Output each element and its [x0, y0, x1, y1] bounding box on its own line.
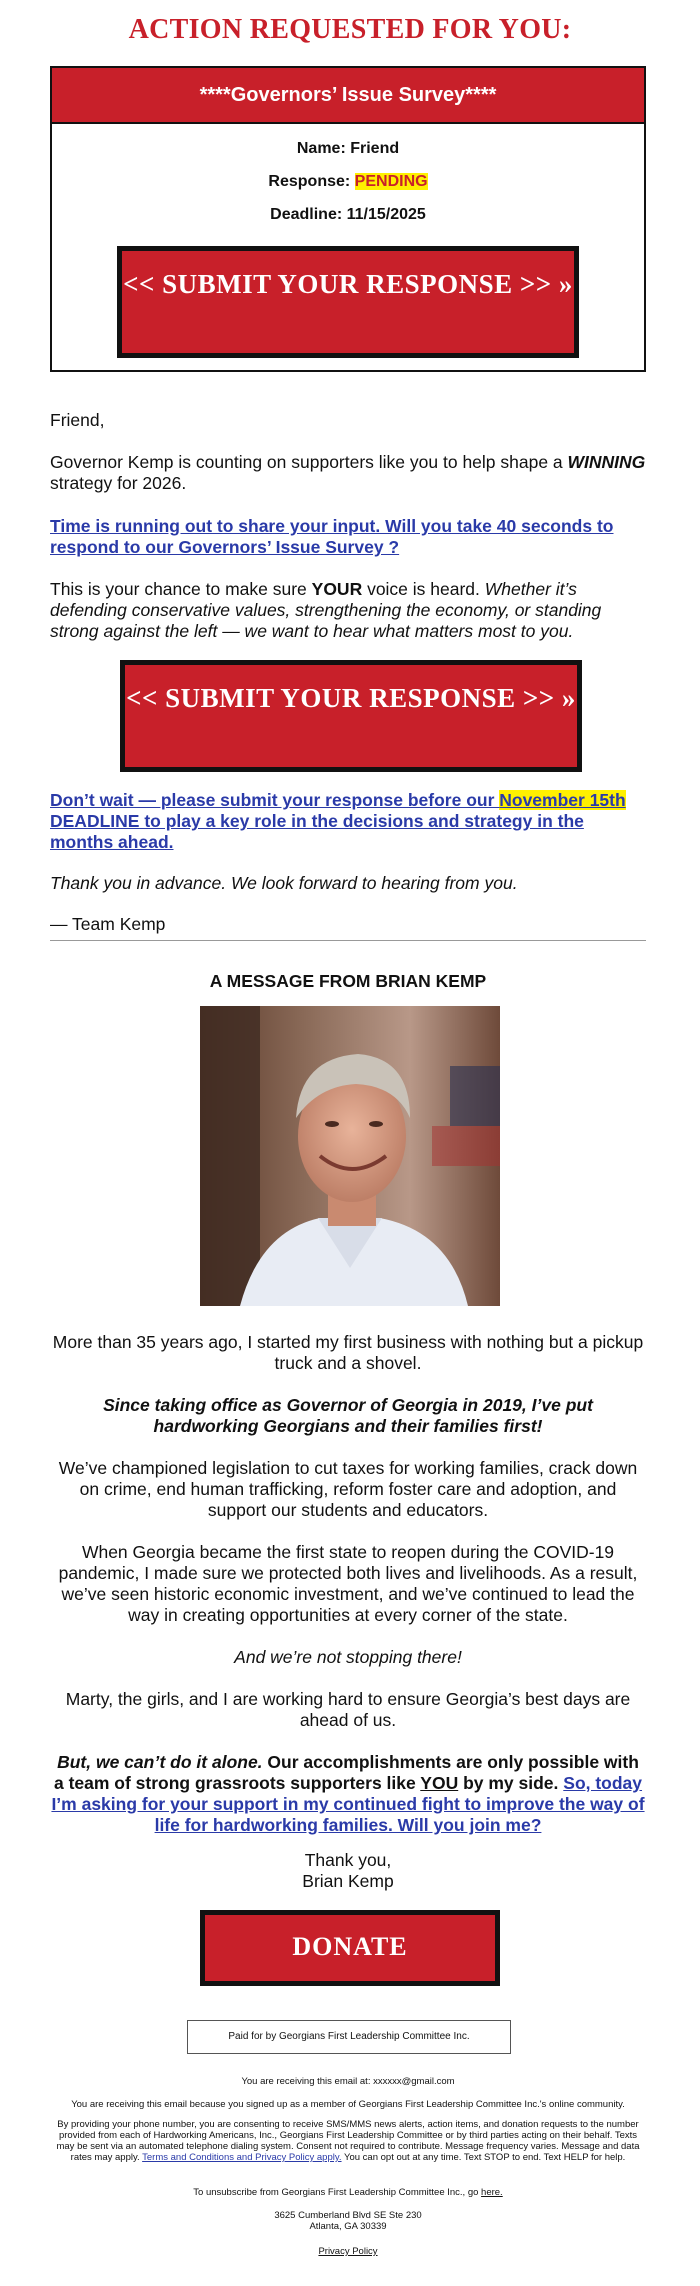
action-headline: ACTION REQUESTED FOR YOU: — [128, 14, 572, 45]
survey-title: ****Governors’ Issue Survey**** — [52, 68, 644, 124]
survey-name-row: Name: Friend — [296, 140, 400, 157]
closing-thanks: Thank you, — [304, 1850, 392, 1870]
support-link[interactable]: So, today I’m asking for your support in my continued fight to improve the way of life for hardworking families. Will you join me? — [51, 1773, 645, 1835]
message-paragraph-1: More than 35 years ago, I started my first business with nothing but a pickup truck and a shovel. — [52, 1332, 644, 1373]
address-line-2: Atlanta, GA 30339 — [309, 2221, 387, 2232]
sms-consent: By providing your phone number, you are consenting to receive SMS/MMS news alerts, action items, and donation requests to the number provided from each of Hardworking Americans, Inc., Georgians First Leadership Committee or by third parties acting on their behalf. Texts may be sent via an automated telephone dialing system. Consent not required to contribute. Message frequency varies. Message and data rates may apply. Terms and Conditions and Privacy Policy apply. You can opt out at any time. Text STOP to end. Text HELP for help. — [56, 2119, 640, 2163]
unsubscribe-line: To unsubscribe from Georgians First Leadership Committee Inc., go here. — [193, 2187, 503, 2198]
letter-paragraph-2: This is your chance to make sure YOUR voice is heard. Whether it’s defending conservative values, strengthening the economy, or standing strong against the left — we want to hear what matters most to you. — [50, 579, 602, 641]
survey-status-badge: PENDING — [354, 173, 428, 190]
donate-button[interactable]: DONATE — [200, 1910, 500, 1986]
brian-kemp-photo — [200, 1006, 500, 1306]
paid-for-disclaimer: Paid for by Georgians First Leadership Committee Inc. — [187, 2020, 511, 2054]
unsubscribe-link[interactable]: here. — [481, 2187, 503, 2198]
letter-paragraph-1: Governor Kemp is counting on supporters like you to help shape a WINNING strategy for 2026. — [50, 452, 646, 493]
closing-name: Brian Kemp — [302, 1871, 394, 1891]
message-paragraph-4: When Georgia became the first state to reopen during the COVID-19 pandemic, I made sure we protected both lives and livelihoods. As a result, we’ve seen historic economic investment, and we’ve continued to lead the way in creating opportunities at every corner of the state. — [58, 1542, 638, 1625]
message-paragraph-2: Since taking office as Governor of Georgia in 2019, I’ve put hardworking Georgians and their families first! — [103, 1395, 593, 1436]
submit-response-button[interactable]: << SUBMIT YOUR RESPONSE >> » — [117, 246, 579, 358]
deadline-link[interactable]: Don’t wait — please submit your response before our November 15th DEADLINE to play a key role in the decisions and strategy in the months ahead. — [50, 790, 626, 852]
signoff: — Team Kemp — [50, 914, 166, 934]
survey-deadline-value: 11/15/2025 — [346, 206, 426, 223]
survey-name-value: Friend — [350, 140, 400, 157]
thanks-line: Thank you in advance. We look forward to hearing from you. — [50, 873, 518, 893]
terms-link[interactable]: Terms and Conditions and Privacy Policy apply. — [142, 2152, 342, 2163]
submit-response-button-2[interactable]: << SUBMIT YOUR RESPONSE >> » — [120, 660, 582, 772]
survey-deadline-row: Deadline: 11/15/2025 — [270, 206, 426, 223]
message-paragraph-6: Marty, the girls, and I are working hard to ensure Georgia’s best days are ahead of us. — [65, 1689, 631, 1730]
signup-reason: You are receiving this email because you signed up as a member of Georgians First Leadership Committee Inc.'s online community. — [71, 2099, 625, 2110]
receiving-email-line: You are receiving this email at: xxxxxx@gmail.com — [241, 2076, 455, 2087]
address-line-1: 3625 Cumberland Blvd SE Ste 230 — [274, 2210, 422, 2221]
deadline-highlight: November 15th — [499, 790, 626, 810]
survey-card — [50, 66, 646, 372]
survey-response-row: Response: PENDING — [268, 173, 428, 190]
message-heading: A MESSAGE FROM BRIAN KEMP — [209, 971, 487, 991]
survey-link[interactable]: Time is running out to share your input. Will you take 40 seconds to respond to our Governors’ Issue Survey ? — [50, 516, 614, 557]
message-paragraph-7: But, we can’t do it alone. Our accomplishments are only possible with a team of strong grassroots supporters like YOU by my side. So, today I’m asking for your support in my continued fight to improve the way of life for hardworking families. Will you join me? — [51, 1752, 645, 1835]
portrait-image — [200, 1006, 500, 1306]
privacy-policy-link[interactable]: Privacy Policy — [318, 2246, 378, 2257]
section-divider — [50, 940, 646, 941]
message-paragraph-5: And we’re not stopping there! — [234, 1647, 462, 1667]
message-paragraph-3: We’ve championed legislation to cut taxes for working families, crack down on crime, end human trafficking, reform foster care and adoption, and support our students and educators. — [58, 1458, 638, 1520]
greeting: Friend, — [50, 410, 105, 430]
